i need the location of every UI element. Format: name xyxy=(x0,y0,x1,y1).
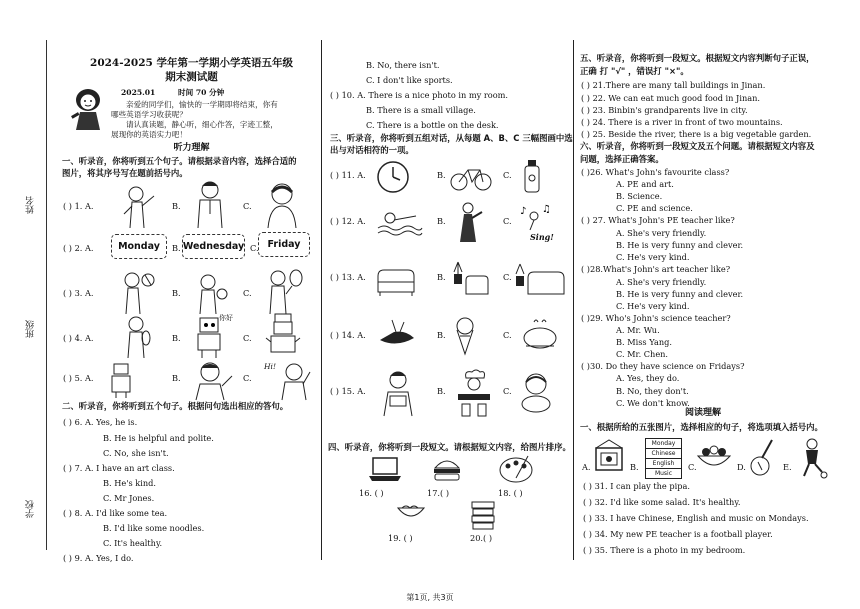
timetable-subject: Music xyxy=(654,470,673,477)
option-a: A. Mr. Wu. xyxy=(616,325,660,335)
photo-frame-image xyxy=(592,438,626,472)
question-25: ( ) 25. Beside the river, there is a big vegetable garden. xyxy=(581,129,812,139)
robot-tall-image xyxy=(110,362,134,398)
intro-line: 哪些英语学习收获呢？ xyxy=(111,110,187,119)
hamburger-image xyxy=(432,456,462,484)
option-c-label: C. xyxy=(503,272,512,282)
girl-mascot-image xyxy=(66,86,110,130)
option-b-label: B. xyxy=(172,288,181,298)
listening-section-title: 听力理解 xyxy=(173,143,210,153)
question-33: ( ) 33. I have Chinese, English and music on Mondays. xyxy=(583,513,809,523)
kungfu-image xyxy=(452,202,484,242)
column-divider xyxy=(573,40,574,560)
question-3: ( ) 3. A. xyxy=(63,288,94,298)
books-image xyxy=(470,498,496,530)
option-c: C. He's very kind. xyxy=(616,252,690,262)
part1-heading: 一、听录音，你将听到五个句子。请根据录音内容，选择合适的 xyxy=(62,156,297,166)
pic-e-label: E. xyxy=(783,462,792,472)
option-c: C. PE and science. xyxy=(616,203,693,213)
option-a: A. Yes, they do. xyxy=(616,373,680,383)
plant-sofa-image xyxy=(512,260,566,298)
robot-cook-image xyxy=(262,312,304,358)
option-b: B. I'd like some noodles. xyxy=(103,523,205,533)
svg-text:♫: ♫ xyxy=(542,204,551,215)
option-a: A. She's very friendly. xyxy=(616,228,707,238)
option-b-label: B. xyxy=(172,333,181,343)
question-27: ( ) 27. What's John's PE teacher like? xyxy=(581,215,735,225)
option-b: B. He's kind. xyxy=(103,478,156,488)
question-22: ( ) 22. We can eat much good food in Jinan. xyxy=(581,93,760,103)
class-label: 班级 xyxy=(26,320,36,338)
question-1: ( ) 1. A. xyxy=(63,201,94,211)
option-b: B. Science. xyxy=(616,191,663,201)
timetable-image xyxy=(645,438,682,479)
football-player-image xyxy=(796,438,828,478)
part5-heading: 五、听录音，你将听到一段短文。根据短文内容判断句子正误， xyxy=(580,53,815,63)
question-12: ( ) 12. A. xyxy=(330,216,366,226)
question-2: ( ) 2. A. xyxy=(63,243,94,253)
question-35: ( ) 35. There is a photo in my bedroom. xyxy=(583,545,746,555)
bicycle-image xyxy=(450,160,492,192)
question-4: ( ) 4. A. xyxy=(63,333,94,343)
water-bottle-image xyxy=(520,158,544,194)
intro-line: 亲爱的同学们，愉快的一学期即将结束，你有 xyxy=(126,100,278,109)
option-b-label: B. xyxy=(172,373,181,383)
column-divider xyxy=(321,40,322,560)
sing-text: Sing! xyxy=(530,232,554,242)
option-c-label: C. xyxy=(243,373,252,383)
blank-16[interactable]: 16. ( ) xyxy=(359,488,384,498)
noodle-bowl-image xyxy=(396,500,426,524)
option-b: B. No, there isn't. xyxy=(366,60,440,70)
option-c: C. There is a bottle on the desk. xyxy=(366,120,499,130)
question-26: ( )26. What's John's favourite class? xyxy=(581,167,730,177)
option-b-label: B. xyxy=(437,216,446,226)
option-c-label: C. xyxy=(243,201,252,211)
option-b-label: B. xyxy=(437,330,446,340)
part2-heading: 二、听录音，你将听到五个句子。根据问句选出相应的答句。 xyxy=(62,401,289,411)
option-c: C. No, she isn't. xyxy=(103,448,169,458)
reading-section-title: 阅读理解 xyxy=(684,408,721,418)
question-34: ( ) 34. My new PE teacher is a football player. xyxy=(583,529,773,539)
name-label: 姓名 xyxy=(26,196,36,214)
question-9: ( ) 9. A. Yes, I do. xyxy=(63,553,134,563)
swimming-image xyxy=(376,206,422,236)
option-c-label: C. xyxy=(503,170,512,180)
option-c: C. He's very kind. xyxy=(616,301,690,311)
question-14: ( ) 14. A. xyxy=(330,330,366,340)
question-28: ( )28.What's John's art teacher like? xyxy=(581,264,731,274)
part3-heading: 三、听录音，你将听到五组对话，从每题 A、B、C 三幅图画中选 xyxy=(330,133,573,143)
exam-subtitle: 期末测试题 xyxy=(165,71,218,83)
option-c: C. We don't know. xyxy=(616,398,690,408)
exam-title: 2024-2025 学年第一学期小学英语五年级 xyxy=(90,57,293,69)
option-b-label: B. xyxy=(172,243,181,253)
option-b-label: B. xyxy=(437,170,446,180)
option-a: A. She's very friendly. xyxy=(616,277,707,287)
friday-card: Friday xyxy=(258,232,310,257)
girl-violin-image xyxy=(116,314,156,358)
question-24: ( ) 24. There is a river in front of two mountains. xyxy=(581,117,783,127)
binding-line xyxy=(46,40,47,550)
pipa-image xyxy=(748,438,776,476)
salad-bowl-image xyxy=(696,442,732,472)
old-woman-image xyxy=(262,182,302,228)
vegetable-image xyxy=(376,318,418,350)
chef-image xyxy=(452,370,496,416)
option-c-label: C. xyxy=(243,333,252,343)
timetable-subject: English xyxy=(646,459,681,469)
option-c: C. Mr. Chen. xyxy=(616,349,669,359)
hi-bubble: Hi! xyxy=(264,362,276,371)
option-b: B. Miss Yang. xyxy=(616,337,672,347)
exam-time: 时间 70 分钟 xyxy=(178,88,225,97)
man-teacher-image xyxy=(190,180,230,228)
boy-basketball-image xyxy=(116,270,156,314)
roast-chicken-image xyxy=(518,318,562,352)
palette-image xyxy=(498,454,534,484)
timetable-subject: Chinese xyxy=(646,449,681,459)
nihao-bubble: 你好 xyxy=(219,314,233,322)
pic-d-label: D. xyxy=(737,462,746,472)
question-11: ( ) 11. A. xyxy=(330,170,366,180)
option-c-label: C. xyxy=(503,216,512,226)
boy-pingpong-image xyxy=(190,272,230,314)
option-b: B. He is very funny and clever. xyxy=(616,240,744,250)
option-c-label: C. xyxy=(503,330,512,340)
school-label: 学校 xyxy=(26,500,36,518)
boy-drawing-image xyxy=(190,360,234,400)
page-footer: 第1页, 共3页 xyxy=(406,593,454,602)
option-c: C. I don't like sports. xyxy=(366,75,453,85)
pic-a-label: A. xyxy=(582,462,591,472)
clock-image xyxy=(376,160,410,194)
girl-tennis-image xyxy=(262,268,304,314)
laptop-image xyxy=(368,456,402,484)
timetable-day: Monday xyxy=(646,439,681,449)
reading-heading: 一、根据所给的五张图片，选择相应的句子，将选项填入括号内。 xyxy=(580,422,823,432)
option-c-label: C. xyxy=(503,386,512,396)
blank-17[interactable]: 17.( ) xyxy=(427,488,450,498)
question-8: ( ) 8. A. I'd like some tea. xyxy=(63,508,168,518)
blank-20[interactable]: 20.( ) xyxy=(470,533,493,543)
option-b: B. He is very funny and clever. xyxy=(616,289,744,299)
intro-line: 请认真读题，静心听，细心作答，字迹工整， xyxy=(126,120,278,129)
wednesday-card: Wednesday xyxy=(182,234,245,259)
option-b-label: B. xyxy=(172,201,181,211)
plant-sofa-image xyxy=(448,258,490,298)
part3-heading: 出与对话相符的一项。 xyxy=(330,145,414,155)
question-21: ( ) 21.There are many tall buildings in Jinan. xyxy=(581,80,766,90)
option-c: C. It's healthy. xyxy=(103,538,163,548)
pic-c-label: C. xyxy=(688,462,697,472)
pic-b-label: B. xyxy=(630,462,639,472)
question-5: ( ) 5. A. xyxy=(63,373,94,383)
question-30: ( )30. Do they have science on Fridays? xyxy=(581,361,745,371)
question-13: ( ) 13. A. xyxy=(330,272,366,282)
question-7: ( ) 7. A. I have an art class. xyxy=(63,463,175,473)
part5-heading: 正确 打 "√" ，错误打 "×"。 xyxy=(580,66,689,76)
question-32: ( ) 32. I'd like some salad. It's healthy. xyxy=(583,497,741,507)
intro-line: 展现你的英语实力吧！ xyxy=(111,130,187,139)
option-a: A. PE and art. xyxy=(616,179,674,189)
option-c-label: C. xyxy=(243,288,252,298)
blank-18[interactable]: 18. ( ) xyxy=(498,488,523,498)
monday-card: Monday xyxy=(111,234,167,259)
exam-date: 2025.01 xyxy=(121,88,156,97)
option-c: C. Mr Jones. xyxy=(103,493,155,503)
option-b: B. No, they don't. xyxy=(616,386,689,396)
svg-text:♪: ♪ xyxy=(520,206,527,217)
part6-heading: 六、听录音，你将听到一段短文及五个问题。请根据短文内容及 xyxy=(580,141,815,151)
option-c-label: C. xyxy=(250,243,259,253)
part6-heading: 问题，选择正确答案。 xyxy=(580,154,664,164)
question-23: ( ) 23. Binbin's grandparents live in city. xyxy=(581,105,748,115)
part4-heading: 四、听录音，你将听到一段短文。请根据短文内容，给图片排序。 xyxy=(328,442,571,452)
option-b-label: B. xyxy=(437,386,446,396)
option-b: B. He is helpful and polite. xyxy=(103,433,214,443)
question-15: ( ) 15. A. xyxy=(330,386,366,396)
option-b-label: B. xyxy=(437,272,446,282)
part1-heading: 图片，将其序号写在题前括号内。 xyxy=(62,168,188,178)
reading-girl-image xyxy=(378,370,418,416)
question-29: ( )29. Who's John's science teacher? xyxy=(581,313,731,323)
question-10: ( ) 10. A. There is a nice photo in my room. xyxy=(330,90,508,100)
option-b: B. There is a small village. xyxy=(366,105,476,115)
sofa-image xyxy=(374,262,418,296)
boy-waving-image xyxy=(276,360,312,400)
question-6: ( ) 6. A. Yes, he is. xyxy=(63,417,138,427)
blank-19[interactable]: 19. ( ) xyxy=(388,533,413,543)
question-31: ( ) 31. I can play the pipa. xyxy=(583,481,690,491)
ice-cream-image xyxy=(454,316,476,356)
conductor-kid-image xyxy=(118,184,158,228)
grandma-image xyxy=(516,372,556,414)
